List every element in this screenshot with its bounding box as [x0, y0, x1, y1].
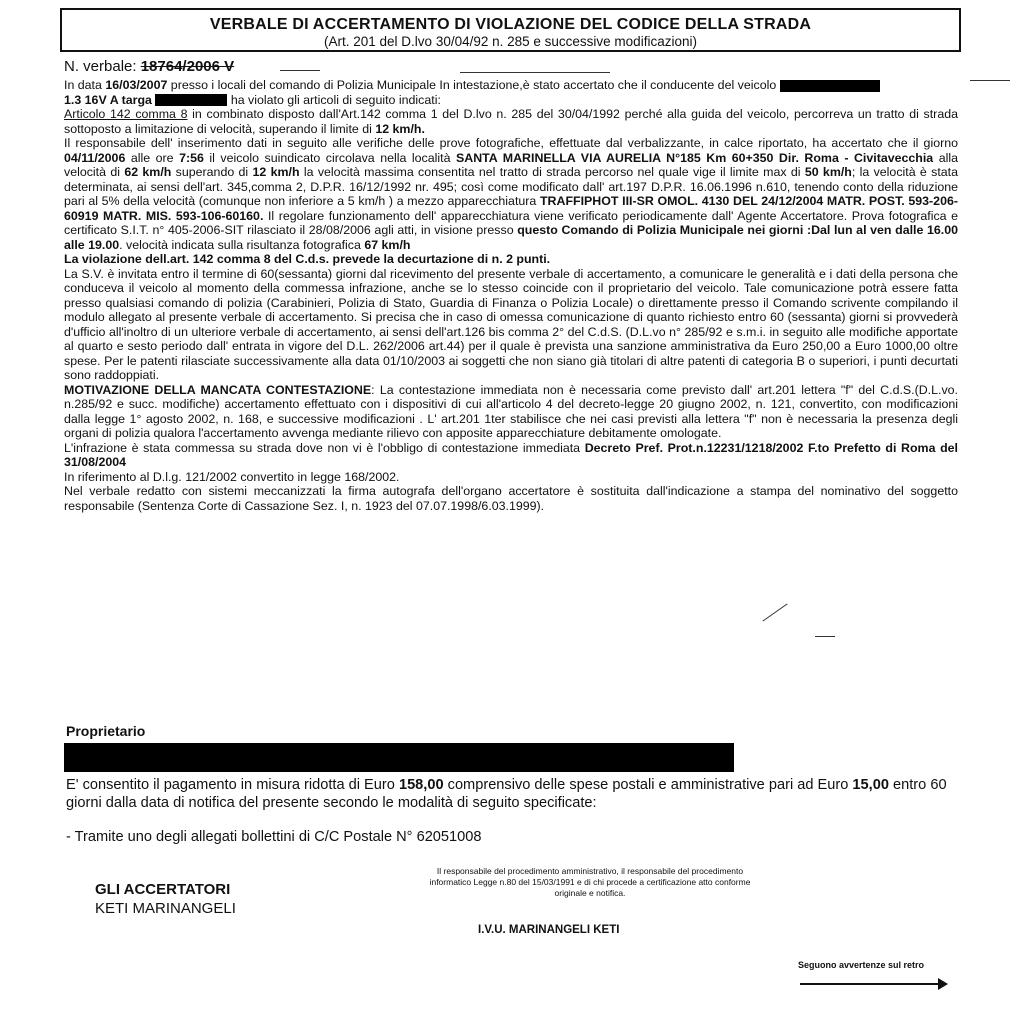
scan-artifact — [970, 80, 1010, 81]
scan-artifact — [460, 72, 610, 73]
verbale-number: 18764/2006 V — [140, 58, 235, 75]
verbale-label: N. verbale: — [64, 58, 137, 75]
owner-label: Proprietario — [66, 723, 146, 739]
paragraph-intro: In data 16/03/2007 presso i locali del comando di Polizia Municipale In intestazione,è stato accertato che il conducente del veicolo 1.3 16V A targa ha violato gli articoli di seguito indicati: — [64, 78, 958, 107]
responsible-note: Il responsabile del procedimento amministrativo, il responsabile del procedimento informatico Legge n.80 del 15/03/1991 e di chi procede a certificazione atto conforme originale e notifica. — [429, 866, 751, 898]
ivu-signature: I.V.U. MARINANGELI KETI — [478, 924, 620, 936]
redacted-owner-address — [64, 757, 734, 772]
paragraph-driver-communication: La S.V. è invitata entro il termine di 60(sessanta) giorni dal ricevimento del presente verbale di accertamento, a comunicare le generalità e i dati della persona che conduceva il veicolo al momento della commessa infrazione, anche se lo stesso coincide con il proprietario del veicolo. Tale comunicazione potrà essere fatta presso qualsiasi comando di polizia (Carabinieri, Polizia di Stato, Guardia di Finanza o Polizia Locale) o direttamente presso il Comando scrivente compilando il modulo allegato al presente verbale di accertamento. Si precisa che in caso di omessa comunicazione di quanto richiesto entro 60 (sessanta) giorni si provvederà d'ufficio all'inoltro di un ulteriore verbale di accertamento, ai sensi dell'art.126 bis comma 2° del C.d.S. (D.L.vo n° 285/92 e s.m.i. in seguito alle modifiche apportate al quarto e sesto periodo dall' entrata in vigore del D.L. 262/2006 art.44) per il quale è prevista una sanzione amministrativa da Euro 250,00 a Euro 1000,00 oltre spese. Per le patenti rilasciate successivamente alla data 01/10/2003 ai soggetti che non siano già titolari di altre patenti di categoria B o superiori, i punti decurtati sono raddoppiati. — [64, 266, 958, 382]
payment-info: E' consentito il pagamento in misura ridotta di Euro 158,00 comprensivo delle spese postali e amministrative pari ad Euro 15,00 entro 60 giorni dalla data di notifica del presente secondo le modalità di seguito specificate: — [66, 777, 947, 811]
payment-method: - Tramite uno degli allegati bollettini di C/C Postale N° 62051008 — [66, 829, 482, 845]
paragraph-reference: In riferimento al D.l.g. 121/2002 convertito in legge 168/2002. — [64, 469, 400, 484]
document-header — [60, 8, 961, 52]
scan-artifact — [815, 636, 835, 637]
accertatori-title: GLI ACCERTATORI — [95, 881, 231, 898]
scan-artifact — [280, 70, 320, 71]
continued-note: Seguono avvertenze sul retro — [798, 960, 925, 970]
paragraph-details: Il responsabile dell' inserimento dati in seguito alle verifiche delle prove fotografiche, effettuate dal verbalizzante, in calce riportato, ha accertato che il giorno 04/11/2006 alle ore 7:56 il veicolo suindicato circolava nella località SANTA MARINELLA VIA AURELIA N°185 Km 60+350 Dir. Roma - Civitavecchia alla velocità di 62 km/h superando di 12 km/h la velocità massima consentita nel tratto di strada percorso nel quale vige il limite max di 50 km/h; la velocità è stata determinata, ai sensi dell'art. 345,comma 2, D.P.R. 16/12/1992 nr. 495; così come modificato dall' art.197 D.P.R. 16.06.1996 n.610, tenendo conto della riduzione pari al 5% della velocità (comunque non inferiore a 5 km/h ) a mezzo apparecchiatura TRAFFIPHOT III-SR OMOL. 4130 DEL 24/12/2004 MATR. POST. 593-206-60919 MATR. MIS. 593-106-60160. Il regolare funzionamento dell' apparecchiatura viene verificato periodicamente dall' Agente Accertatore. Prova fotografica e certificato S.I.T. n° 405-2006-SIT rilasciato il 28/08/2006 agli atti, in visione presso questo Comando di Polizia Municipale nei giorni :Dal lun al ven dalle 16.00 alle 19.00. velocità indicata sulla risultanza fotografica 67 km/h — [64, 136, 959, 252]
redacted-vehicle — [780, 80, 880, 92]
paragraph-signature-note: Nel verbale redatto con sistemi meccanizzati la firma autografa dell'organo accertatore è sostituita dall'indicazione a stampa del nominativo del soggetto responsabile (Sentenza Corte di Cassazione Sez. I, n. 1923 del 07.07.1998/6.03.1999). — [64, 484, 958, 513]
paragraph-motivation: MOTIVAZIONE DELLA MANCATA CONTESTAZIONE: La contestazione immediata non è necessaria come previsto dall' art.201 lettera "f" del C.d.S.(D.L.vo. n.285/92 e succ. modifiche) accertamento effettuato con i dispositivi di cui all'articolo 4 del decreto-legge 20 giugno 2002, n. 121, convertito, con modificazioni dalla legge 1° agosto 2002, n. 168, e successive modificazioni . L' art.201 1ter stabilisce che nei casi previsti alla lettera "f" non è necessaria la presenza degli organi di polizia qualora l'accertamento avvenga mediante rilievo con apposite apparecchiature debitamente omologate. — [64, 382, 958, 440]
verbale-number-line — [64, 58, 234, 75]
paragraph-article: Articolo 142 comma 8 in combinato disposto dall'Art.142 comma 1 del D.lvo n. 285 del 30/04/1992 perché alla guida del veicolo, percorreva un tratto di strada sottoposto a limitazione di velocità, superando il limite di 12 km/h. — [64, 107, 958, 136]
redacted-owner-name — [64, 743, 734, 757]
paragraph-road: L'infrazione è stata commessa su strada dove non vi è l'obbligo di contestazione immediata Decreto Pref. Prot.n.12231/1218/2002 F.to Prefetto di Roma del 31/08/2004 — [64, 440, 958, 469]
accertatori-name: KETI MARINANGELI — [95, 900, 236, 917]
scan-artifact — [762, 603, 787, 621]
right-arrow-head-icon — [938, 978, 948, 990]
document-subtitle: (Art. 201 del D.lvo 30/04/92 n. 285 e successive modificazioni) — [324, 34, 697, 49]
right-arrow-icon — [800, 983, 942, 985]
document-body — [64, 78, 958, 513]
document-title: VERBALE DI ACCERTAMENTO DI VIOLAZIONE DEL CODICE DELLA STRADA — [209, 16, 812, 33]
paragraph-points: La violazione dell.art. 142 comma 8 del C.d.s. prevede la decurtazione di n. 2 punti. — [64, 252, 551, 266]
accertatori-block — [95, 880, 236, 918]
redacted-plate — [155, 94, 227, 106]
